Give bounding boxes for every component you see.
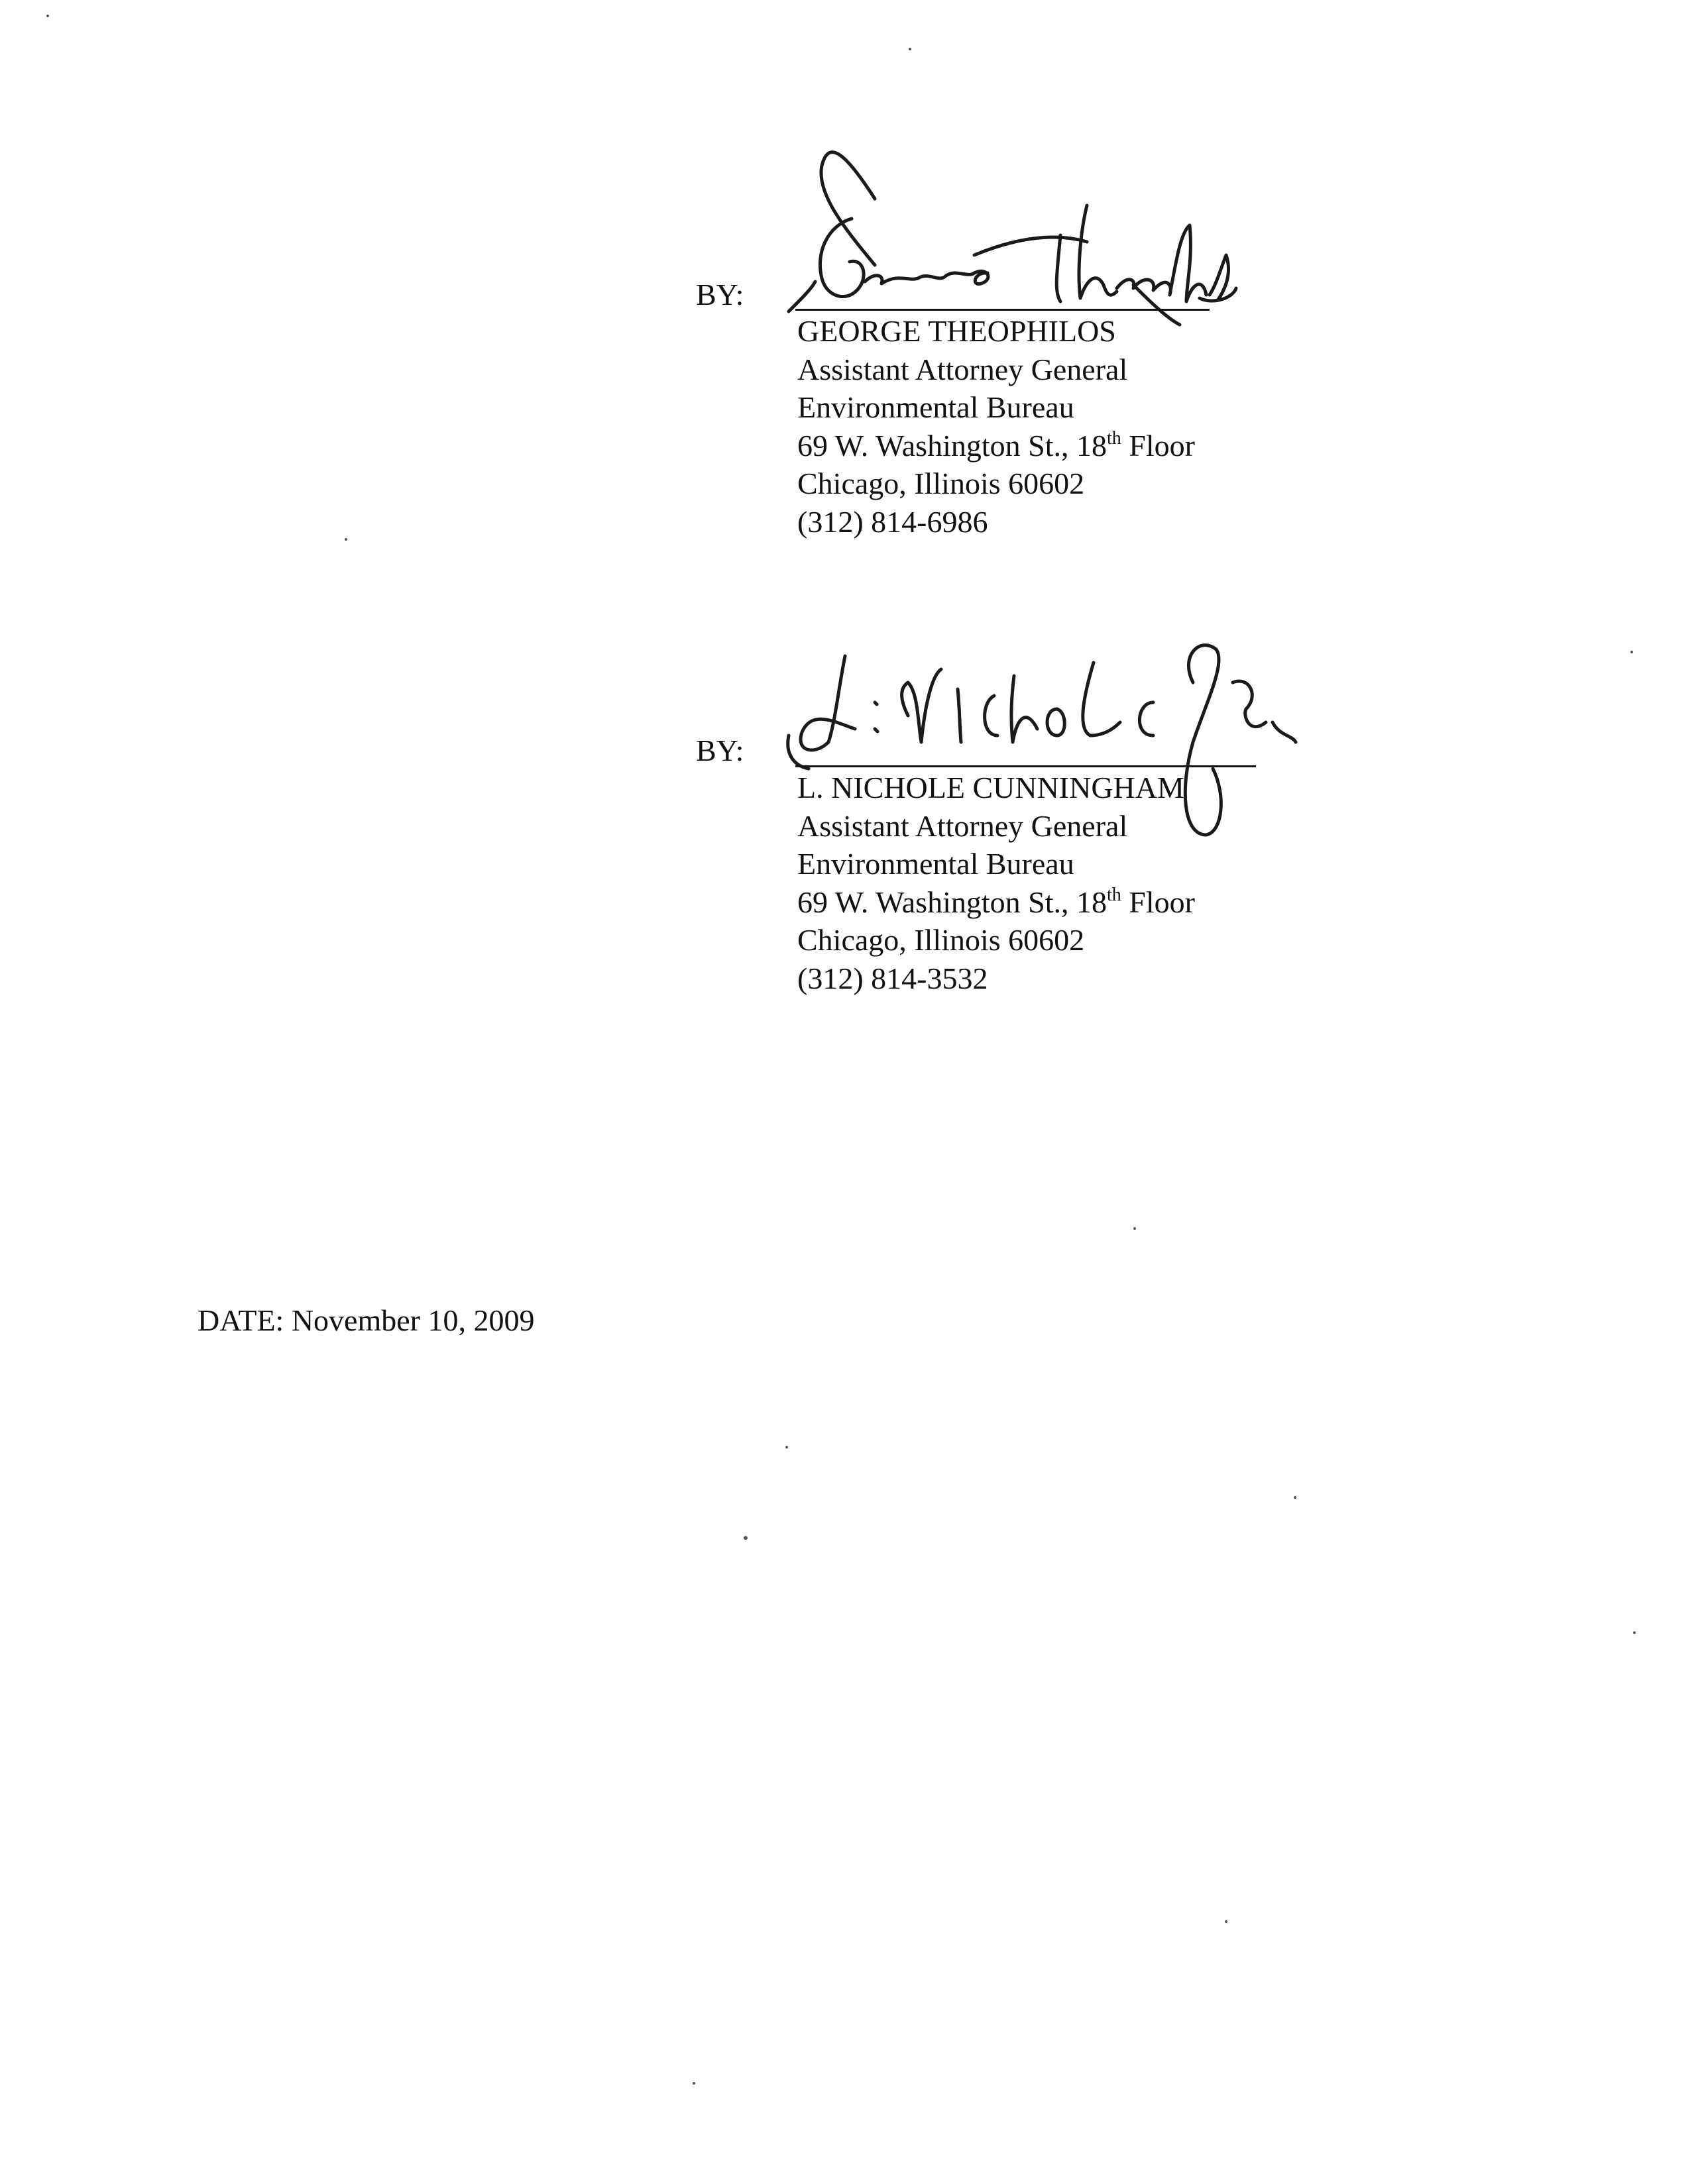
floor-ordinal: th	[1107, 884, 1121, 905]
by-label: BY:	[696, 734, 744, 767]
signatory-bureau: Environmental Bureau	[797, 390, 1074, 424]
signatory-title: Assistant Attorney General	[797, 808, 1128, 843]
signatory-name: L. NICHOLE CUNNINGHAM	[797, 771, 1184, 804]
scan-speck	[1633, 1631, 1636, 1634]
signatory-city-state-zip: Chicago, Illinois 60602	[797, 466, 1085, 500]
signatory-bureau: Environmental Bureau	[797, 847, 1074, 881]
signatory-name: GEORGE THEOPHILOS	[797, 314, 1116, 348]
scan-speck	[1630, 651, 1633, 653]
street-floor: Floor	[1121, 885, 1195, 919]
by-label: BY:	[696, 278, 744, 311]
scan-speck	[1294, 1496, 1296, 1499]
scan-speck	[1133, 1227, 1136, 1230]
signatory-block-cunningham	[797, 769, 1195, 997]
scan-speck	[345, 538, 347, 541]
date-value: November 10, 2009	[291, 1303, 535, 1337]
scan-speck	[46, 15, 49, 17]
signatory-phone: (312) 814-3532	[797, 961, 988, 995]
signatory-phone: (312) 814-6986	[797, 504, 988, 539]
signatory-city-state-zip: Chicago, Illinois 60602	[797, 923, 1085, 957]
scan-speck	[909, 48, 911, 50]
signatory-address-street	[797, 883, 1195, 922]
street-floor: Floor	[1121, 428, 1195, 463]
signatory-block-theophilos	[797, 312, 1195, 541]
scan-speck	[693, 2082, 695, 2085]
floor-ordinal: th	[1107, 427, 1121, 449]
scan-speck	[1225, 1920, 1227, 1923]
date-label: DATE:	[198, 1303, 284, 1337]
signatory-address-street	[797, 427, 1195, 465]
signature-line	[795, 765, 1256, 767]
scan-speck	[744, 1536, 748, 1540]
date-line	[198, 1305, 534, 1336]
signatory-title: Assistant Attorney General	[797, 352, 1128, 386]
scan-speck	[785, 1446, 788, 1448]
street-text: 69 W. Washington St., 18	[797, 428, 1107, 463]
street-text: 69 W. Washington St., 18	[797, 885, 1107, 919]
signature-line	[795, 309, 1210, 311]
